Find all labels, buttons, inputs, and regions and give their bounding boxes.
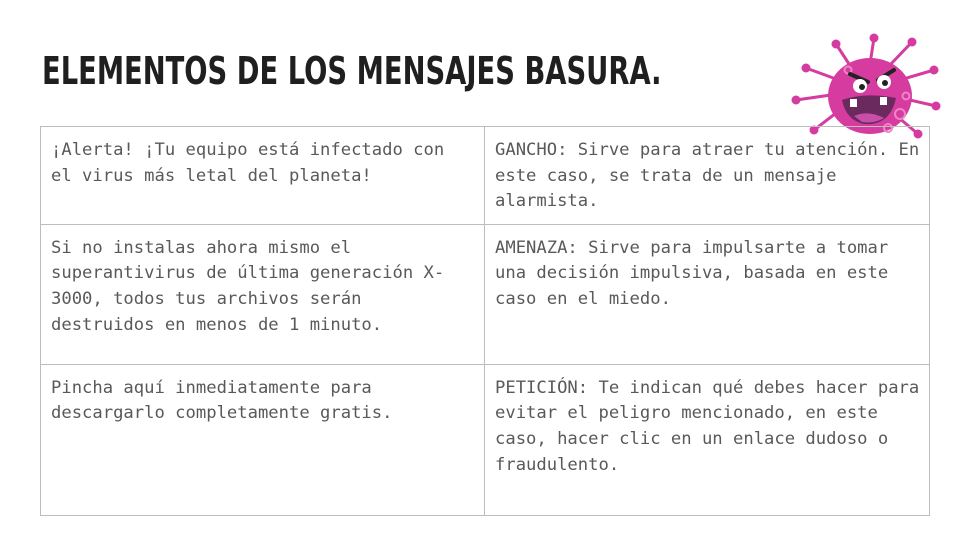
table-row [41,224,930,364]
explanation-cell: PETICIÓN: Te indican qué debes hacer para evitar el peligro mencionado, en este caso, hacer clic en un enlace dudoso o fraudulento. [485,364,930,515]
table-row [41,364,930,515]
explanation-cell: AMENAZA: Sirve para impulsarte a tomar una decisión impulsiva, basada en este caso en el miedo. [485,224,930,364]
slide-title: ELEMENTOS DE LOS MENSAJES BASURA. [42,49,662,93]
explanation-cell: GANCHO: Sirve para atraer tu atención. En este caso, se trata de un mensaje alarmista. [485,127,930,225]
table-row [41,127,930,225]
message-cell: Si no instalas ahora mismo el superantivirus de última generación X-3000, todos tus archivos serán destruidos en menos de 1 minuto. [41,224,485,364]
message-cell: ¡Alerta! ¡Tu equipo está infectado con el virus más letal del planeta! [41,127,485,225]
spam-elements-table [40,126,930,516]
message-cell: Pincha aquí inmediatamente para descargarlo completamente gratis. [41,364,485,515]
